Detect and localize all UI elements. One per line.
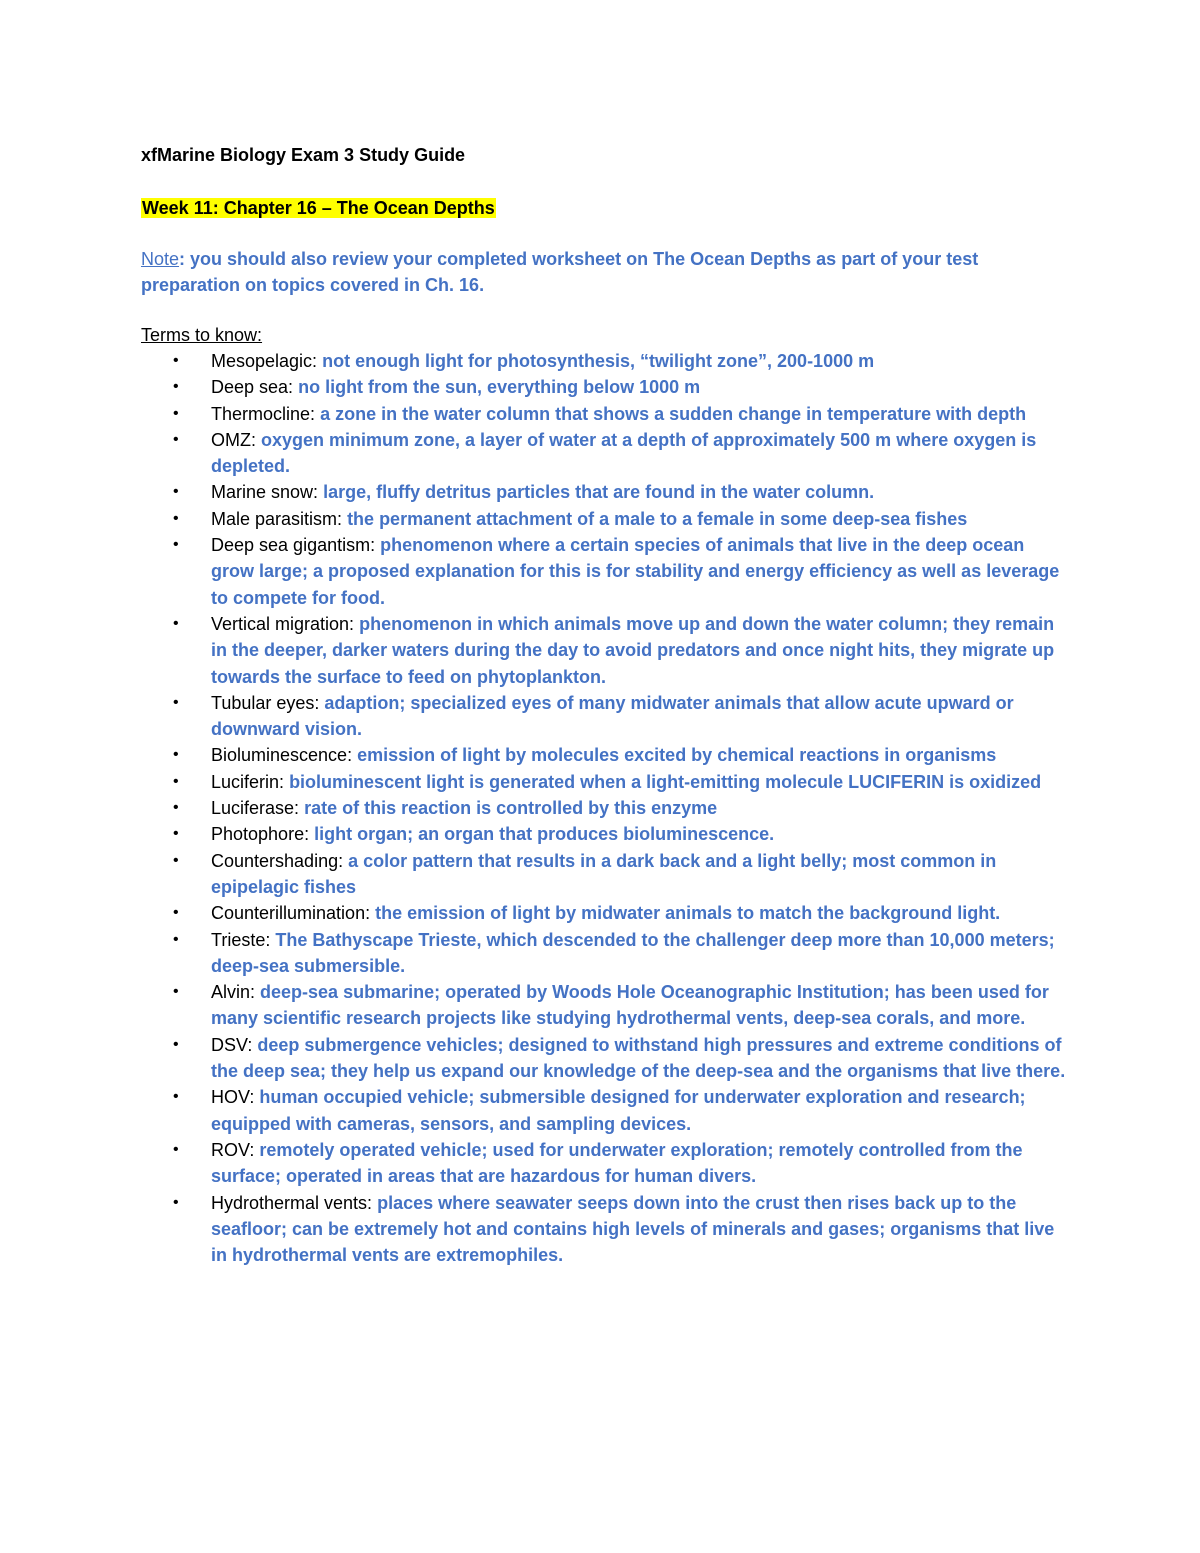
term-definition: light organ; an organ that produces bioluminescence. bbox=[314, 824, 775, 845]
note-paragraph bbox=[141, 246, 1066, 298]
note-text: : you should also review your completed worksheet on The Ocean Depths as part of your test preparation on topics covered in Ch. 16. bbox=[141, 249, 979, 295]
term-list-item bbox=[141, 1084, 1066, 1137]
bullet-icon: • bbox=[173, 904, 179, 922]
term-definition: human occupied vehicle; submersible designed for underwater exploration and research; equipped with cameras, sensors, and sampling devices. bbox=[211, 1087, 1026, 1134]
term-definition: The Bathyscape Trieste, which descended to the challenger deep more than 10,000 meters; deep-sea submersible. bbox=[211, 929, 1055, 976]
bullet-icon: • bbox=[173, 772, 179, 790]
bullet-icon: • bbox=[173, 983, 179, 1001]
term-definition: rate of this reaction is controlled by this enzyme bbox=[304, 798, 718, 819]
bullet-icon: • bbox=[173, 614, 179, 632]
term-label: Luciferase: bbox=[211, 798, 300, 819]
term-list-item bbox=[141, 1137, 1066, 1190]
term-definition: the emission of light by midwater animals to match the background light. bbox=[375, 903, 1001, 924]
term-definition: a zone in the water column that shows a sudden change in temperature with depth bbox=[320, 403, 1027, 424]
term-label: Male parasitism: bbox=[211, 508, 343, 529]
term-list-item bbox=[141, 848, 1066, 901]
term-label: Countershading: bbox=[211, 850, 344, 871]
term-label: Deep sea gigantism: bbox=[211, 535, 376, 556]
term-label: Mesopelagic: bbox=[211, 351, 318, 371]
note-label: Note bbox=[141, 249, 180, 269]
term-label: Thermocline: bbox=[211, 403, 316, 424]
term-list-item bbox=[141, 506, 1066, 532]
term-list-item bbox=[141, 374, 1066, 400]
term-list-item bbox=[141, 1190, 1066, 1269]
term-list-item bbox=[141, 479, 1066, 505]
term-label: Bioluminescence: bbox=[211, 745, 353, 766]
term-definition: not enough light for photosynthesis, “twilight zone”, 200-1000 m bbox=[322, 351, 875, 371]
week-heading bbox=[141, 193, 1066, 223]
term-list-item bbox=[141, 401, 1066, 427]
term-definition: large, fluffy detritus particles that are found in the water column. bbox=[323, 482, 875, 503]
bullet-icon: • bbox=[173, 930, 179, 948]
term-label: Trieste: bbox=[211, 929, 271, 950]
term-list-item bbox=[141, 900, 1066, 926]
term-list-item bbox=[141, 795, 1066, 821]
bullet-icon: • bbox=[173, 430, 179, 448]
term-definition: deep submergence vehicles; designed to withstand high pressures and extreme conditions of the deep sea; they help us expand our knowledge of the deep-sea and the organisms that live there. bbox=[211, 1034, 1066, 1082]
term-list-item bbox=[141, 927, 1066, 980]
term-list-item bbox=[141, 611, 1066, 690]
term-list-item bbox=[141, 769, 1066, 795]
term-label: Vertical migration: bbox=[211, 613, 355, 634]
term-definition: remotely operated vehicle; used for underwater exploration; remotely controlled from the surface; operated in areas that are hazardous for human divers. bbox=[211, 1139, 1023, 1187]
term-label: DSV: bbox=[211, 1034, 253, 1055]
term-definition: oxygen minimum zone, a layer of water at a depth of approximately 500 m where oxygen is depleted. bbox=[211, 429, 1037, 477]
term-definition: a color pattern that results in a dark back and a light belly; most common in epipelagic fishes bbox=[211, 850, 997, 897]
term-list-item bbox=[141, 690, 1066, 743]
bullet-icon: • bbox=[173, 404, 179, 422]
bullet-icon: • bbox=[173, 1193, 179, 1211]
bullet-icon: • bbox=[173, 509, 179, 527]
bullet-icon: • bbox=[173, 799, 179, 817]
term-definition: adaption; specialized eyes of many midwater animals that allow acute upward or downward vision. bbox=[211, 692, 1014, 740]
bullet-icon: • bbox=[173, 1140, 179, 1158]
bullet-icon: • bbox=[173, 483, 179, 501]
bullet-icon: • bbox=[173, 1035, 179, 1053]
term-list-item bbox=[141, 532, 1066, 611]
document-page bbox=[141, 140, 1066, 1268]
term-label: Marine snow: bbox=[211, 482, 319, 503]
bullet-icon: • bbox=[173, 378, 179, 396]
term-list-item bbox=[141, 427, 1066, 480]
term-definition: phenomenon where a certain species of animals that live in the deep ocean grow large; a proposed explanation for this is for stability and energy efficiency as well as leverage to compete for food. bbox=[211, 535, 1060, 608]
term-definition: no light from the sun, everything below 1000 m bbox=[298, 377, 701, 398]
week-heading-highlight: Week 11: Chapter 16 – The Ocean Depths bbox=[142, 198, 495, 218]
term-label: ROV: bbox=[211, 1139, 255, 1160]
term-list-item bbox=[141, 348, 1066, 374]
term-definition: the permanent attachment of a male to a female in some deep-sea fishes bbox=[347, 508, 968, 529]
term-label: Tubular eyes: bbox=[211, 692, 320, 713]
term-label: Luciferin: bbox=[211, 771, 285, 792]
bullet-icon: • bbox=[173, 851, 179, 869]
term-list-item bbox=[141, 1032, 1066, 1085]
terms-heading: Terms to know: bbox=[141, 325, 263, 345]
term-list-item bbox=[141, 979, 1066, 1032]
term-definition: emission of light by molecules excited by chemical reactions in organisms bbox=[357, 745, 997, 766]
bullet-icon: • bbox=[173, 746, 179, 764]
term-label: Counterillumination: bbox=[211, 903, 371, 924]
term-label: Deep sea: bbox=[211, 377, 294, 398]
term-label: HOV: bbox=[211, 1087, 255, 1108]
bullet-icon: • bbox=[173, 693, 179, 711]
term-definition: places where seawater seeps down into the crust then rises back up to the seafloor; can be extremely hot and contains high levels of minerals and gases; organisms that live in hydrothermal vents are extremophiles. bbox=[211, 1192, 1055, 1266]
term-label: Alvin: bbox=[211, 982, 256, 1003]
document-title: xfMarine Biology Exam 3 Study Guide bbox=[141, 145, 466, 165]
bullet-icon: • bbox=[173, 825, 179, 843]
bullet-icon: • bbox=[173, 1088, 179, 1106]
term-definition: phenomenon in which animals move up and down the water column; they remain in the deeper, darker waters during the day to avoid predators and once night hits, they migrate up towards the surface to feed on phytoplankton. bbox=[211, 613, 1055, 687]
bullet-icon: • bbox=[173, 352, 179, 369]
term-list-item bbox=[141, 821, 1066, 847]
bullet-icon: • bbox=[173, 536, 179, 554]
term-label: Hydrothermal vents: bbox=[211, 1192, 373, 1213]
terms-list bbox=[141, 348, 1066, 1268]
term-definition: deep-sea submarine; operated by Woods Hole Oceanographic Institution; has been used for many scientific research projects like studying hydrothermal vents, deep-sea corals, and more. bbox=[211, 982, 1049, 1029]
term-list-item bbox=[141, 742, 1066, 768]
term-label: OMZ: bbox=[211, 429, 256, 450]
term-label: Photophore: bbox=[211, 824, 310, 845]
term-definition: bioluminescent light is generated when a light-emitting molecule LUCIFERIN is oxidized bbox=[289, 771, 1042, 792]
